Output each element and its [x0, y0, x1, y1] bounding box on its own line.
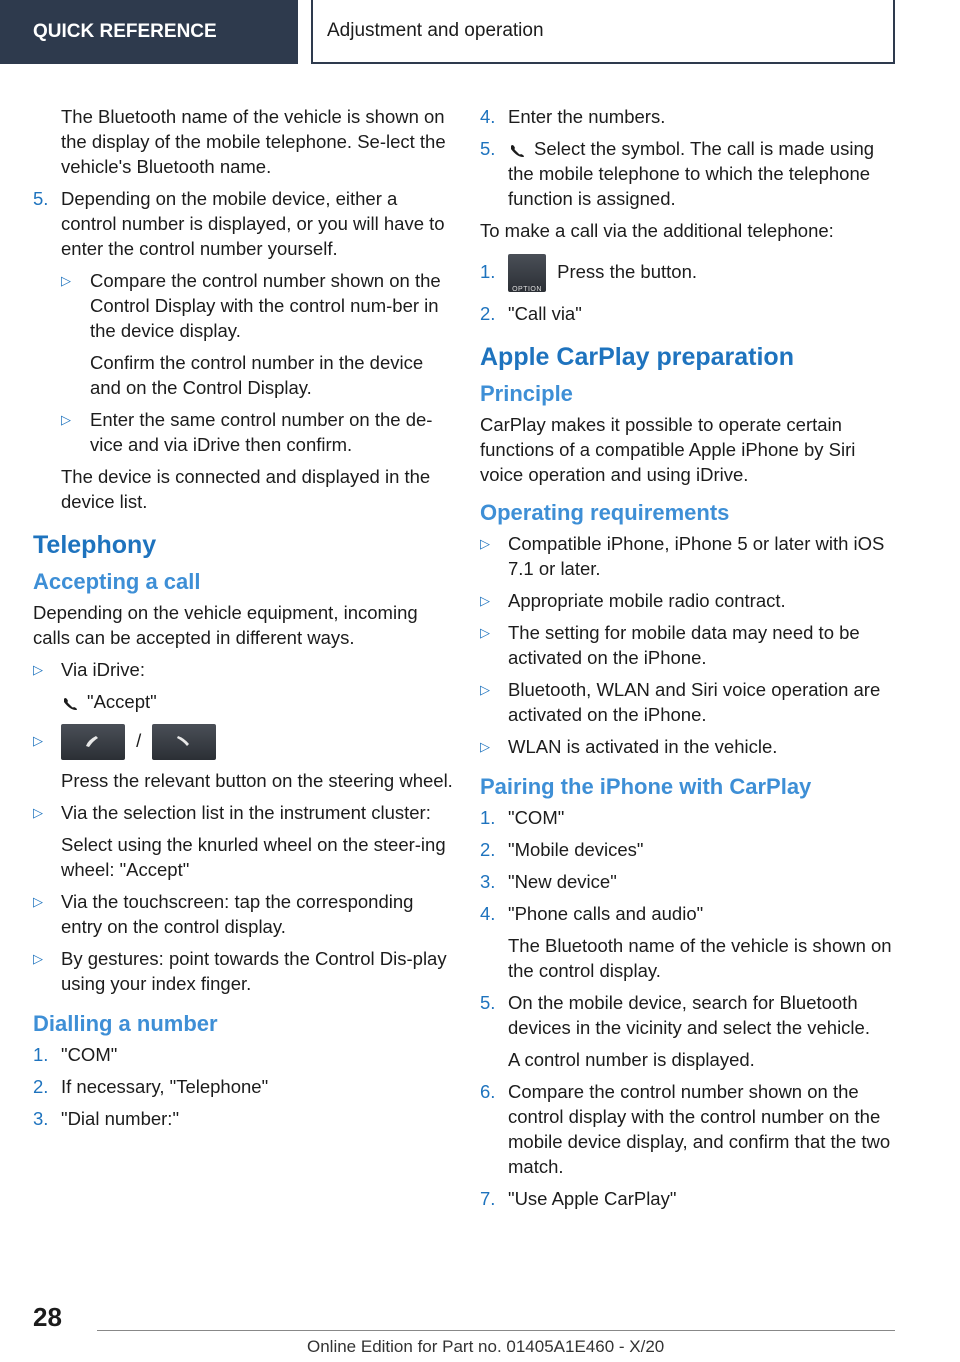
- step-number: 2.: [480, 303, 496, 324]
- step-text: "COM": [61, 1044, 118, 1065]
- chapter-header: [311, 0, 895, 64]
- paragraph: Press the relevant button on the steering wheel.: [61, 770, 453, 791]
- list-item: [480, 990, 900, 1040]
- bullet-icon: ▷: [480, 739, 490, 754]
- paragraph: The Bluetooth name of the vehicle is shown on the display of the mobile telephone. Se‐lect the vehicle's Bluetooth name.: [61, 106, 446, 177]
- step-number: 4.: [480, 903, 496, 924]
- list-item: [480, 901, 900, 926]
- list-item: [480, 301, 900, 326]
- separator: /: [136, 730, 142, 751]
- list-item: [33, 407, 453, 457]
- step-text: Compare the control number shown on the control display with the control number on the mobile device display, and confirm that the two match.: [508, 1081, 891, 1177]
- paragraph: The Bluetooth name of the vehicle is shown on the control display.: [508, 935, 892, 981]
- paragraph: Select using the knurled wheel on the steer‐ing wheel: "Accept": [61, 834, 446, 880]
- bullet-text: By gestures: point towards the Control Dis‐play using your index finger.: [61, 948, 447, 994]
- heading-accepting-call: Accepting a call: [33, 569, 201, 594]
- list-item: [33, 946, 453, 996]
- phone-call-icon: [508, 143, 528, 157]
- step-number: 7.: [480, 1188, 496, 1209]
- footer-divider: [97, 1330, 895, 1331]
- list-item: [480, 250, 900, 294]
- paragraph: [33, 689, 453, 714]
- step-text: If necessary, "Telephone": [61, 1076, 269, 1097]
- section-title: QUICK REFERENCE: [33, 21, 217, 42]
- list-item: [480, 104, 900, 129]
- list-item: [480, 588, 900, 613]
- bullet-icon: ▷: [33, 951, 43, 966]
- list-item: [33, 889, 453, 939]
- bullet-icon: ▷: [33, 662, 43, 677]
- list-item: [480, 837, 900, 862]
- bullet-icon: ▷: [480, 625, 490, 640]
- edition-note: Online Edition for Part no. 01405A1E460 - X/20: [307, 1337, 665, 1356]
- option-button: [508, 254, 546, 292]
- bullet-icon: ▷: [61, 412, 71, 427]
- step-number: 6.: [480, 1081, 496, 1102]
- left-column: [33, 104, 453, 1138]
- heading-dialling: Dialling a number: [33, 1011, 218, 1036]
- list-item: [33, 800, 453, 825]
- list-item: [480, 531, 900, 581]
- heading-telephony: Telephony: [33, 531, 157, 559]
- paragraph: Confirm the control number in the device and on the Control Display.: [90, 352, 424, 398]
- phone-accept-icon: [61, 696, 81, 710]
- bullet-icon: ▷: [480, 593, 490, 608]
- step-number: 1.: [480, 261, 496, 282]
- section-tab: [0, 0, 298, 64]
- list-item: [33, 1106, 453, 1131]
- step-text: "Call via": [508, 303, 582, 324]
- step-number: 5.: [480, 138, 496, 159]
- step-text: "COM": [508, 807, 565, 828]
- step-text: "Dial number:": [61, 1108, 180, 1129]
- step-number: 5.: [480, 992, 496, 1013]
- option-button-label: OPTION: [512, 286, 542, 294]
- bullet-text: Compatible iPhone, iPhone 5 or later with iOS 7.1 or later.: [508, 533, 885, 579]
- page-number: 28: [33, 1302, 62, 1332]
- step-text: "New device": [508, 871, 617, 892]
- bullet-icon: ▷: [480, 682, 490, 697]
- steering-call-button: [61, 724, 125, 760]
- step-text: On the mobile device, search for Bluetooth devices in the vicinity and select the vehicle.: [508, 992, 870, 1038]
- list-item: [33, 186, 453, 261]
- bullet-text: Via the selection list in the instrument cluster:: [61, 802, 431, 823]
- step-text: Select the symbol. The call is made using the mobile telephone to which the telephone function is assigned.: [508, 138, 875, 209]
- step-text: "Use Apple CarPlay": [508, 1188, 677, 1209]
- heading-principle: Principle: [480, 381, 573, 406]
- step-text: "Phone calls and audio": [508, 903, 704, 924]
- list-item: [33, 657, 453, 682]
- right-column: [480, 104, 900, 1218]
- list-item: [480, 734, 900, 759]
- bullet-text: The setting for mobile data may need to be activated on the iPhone.: [508, 622, 860, 668]
- accept-label: "Accept": [87, 691, 157, 712]
- step-text: Press the button.: [557, 261, 698, 282]
- paragraph: Depending on the vehicle equipment, incoming calls can be accepted in different ways.: [33, 602, 418, 648]
- chapter-title: Adjustment and operation: [327, 20, 544, 41]
- list-item: [33, 1042, 453, 1067]
- list-item: [33, 1074, 453, 1099]
- step-number: 1.: [480, 807, 496, 828]
- list-item: [480, 805, 900, 830]
- step-number: 2.: [33, 1076, 49, 1097]
- list-item: [480, 869, 900, 894]
- paragraph: CarPlay makes it possible to operate certain functions of a compatible Apple iPhone by Siri voice operation and using iDrive.: [480, 414, 856, 485]
- list-item: [480, 1186, 900, 1211]
- paragraph: To make a call via the additional telephone:: [480, 220, 834, 241]
- heading-requirements: Operating requirements: [480, 500, 730, 525]
- phone-hangup-icon: [174, 732, 194, 752]
- heading-carplay: Apple CarPlay preparation: [480, 343, 794, 371]
- bullet-icon: ▷: [33, 805, 43, 820]
- list-item: [480, 677, 900, 727]
- bullet-icon: ▷: [61, 273, 71, 288]
- step-text: "Mobile devices": [508, 839, 644, 860]
- bullet-icon: ▷: [33, 894, 43, 909]
- bullet-icon: ▷: [33, 733, 43, 748]
- bullet-text: Bluetooth, WLAN and Siri voice operation are activated on the iPhone.: [508, 679, 881, 725]
- list-item: [480, 136, 900, 211]
- bullet-text: Appropriate mobile radio contract.: [508, 590, 786, 611]
- bullet-text: Compare the control number shown on the Control Display with the control num‐ber in the device display.: [90, 270, 441, 341]
- step-number: 3.: [33, 1108, 49, 1129]
- bullet-text: Enter the same control number on the de‐vice and via iDrive then confirm.: [90, 409, 433, 455]
- heading-pairing: Pairing the iPhone with CarPlay: [480, 774, 812, 799]
- bullet-text: Via the touchscreen: tap the corresponding entry on the control display.: [61, 891, 414, 937]
- step-text: Enter the numbers.: [508, 106, 666, 127]
- step-number: 1.: [33, 1044, 49, 1065]
- list-item: [33, 268, 453, 343]
- step-number: 5.: [33, 188, 49, 209]
- step-text: Depending on the mobile device, either a control number is displayed, or you will have to enter the control number yourself.: [61, 188, 445, 259]
- bullet-icon: ▷: [480, 536, 490, 551]
- bullet-text: WLAN is activated in the vehicle.: [508, 736, 778, 757]
- steering-hangup-button: [152, 724, 216, 760]
- step-number: 4.: [480, 106, 496, 127]
- list-item: [480, 1079, 900, 1179]
- phone-icon: [83, 732, 103, 752]
- paragraph: The device is connected and displayed in the device list.: [61, 466, 431, 512]
- bullet-text: Via iDrive:: [61, 659, 145, 680]
- step-number: 2.: [480, 839, 496, 860]
- list-item: [33, 721, 453, 761]
- step-number: 3.: [480, 871, 496, 892]
- list-item: [480, 620, 900, 670]
- paragraph: A control number is displayed.: [508, 1049, 755, 1070]
